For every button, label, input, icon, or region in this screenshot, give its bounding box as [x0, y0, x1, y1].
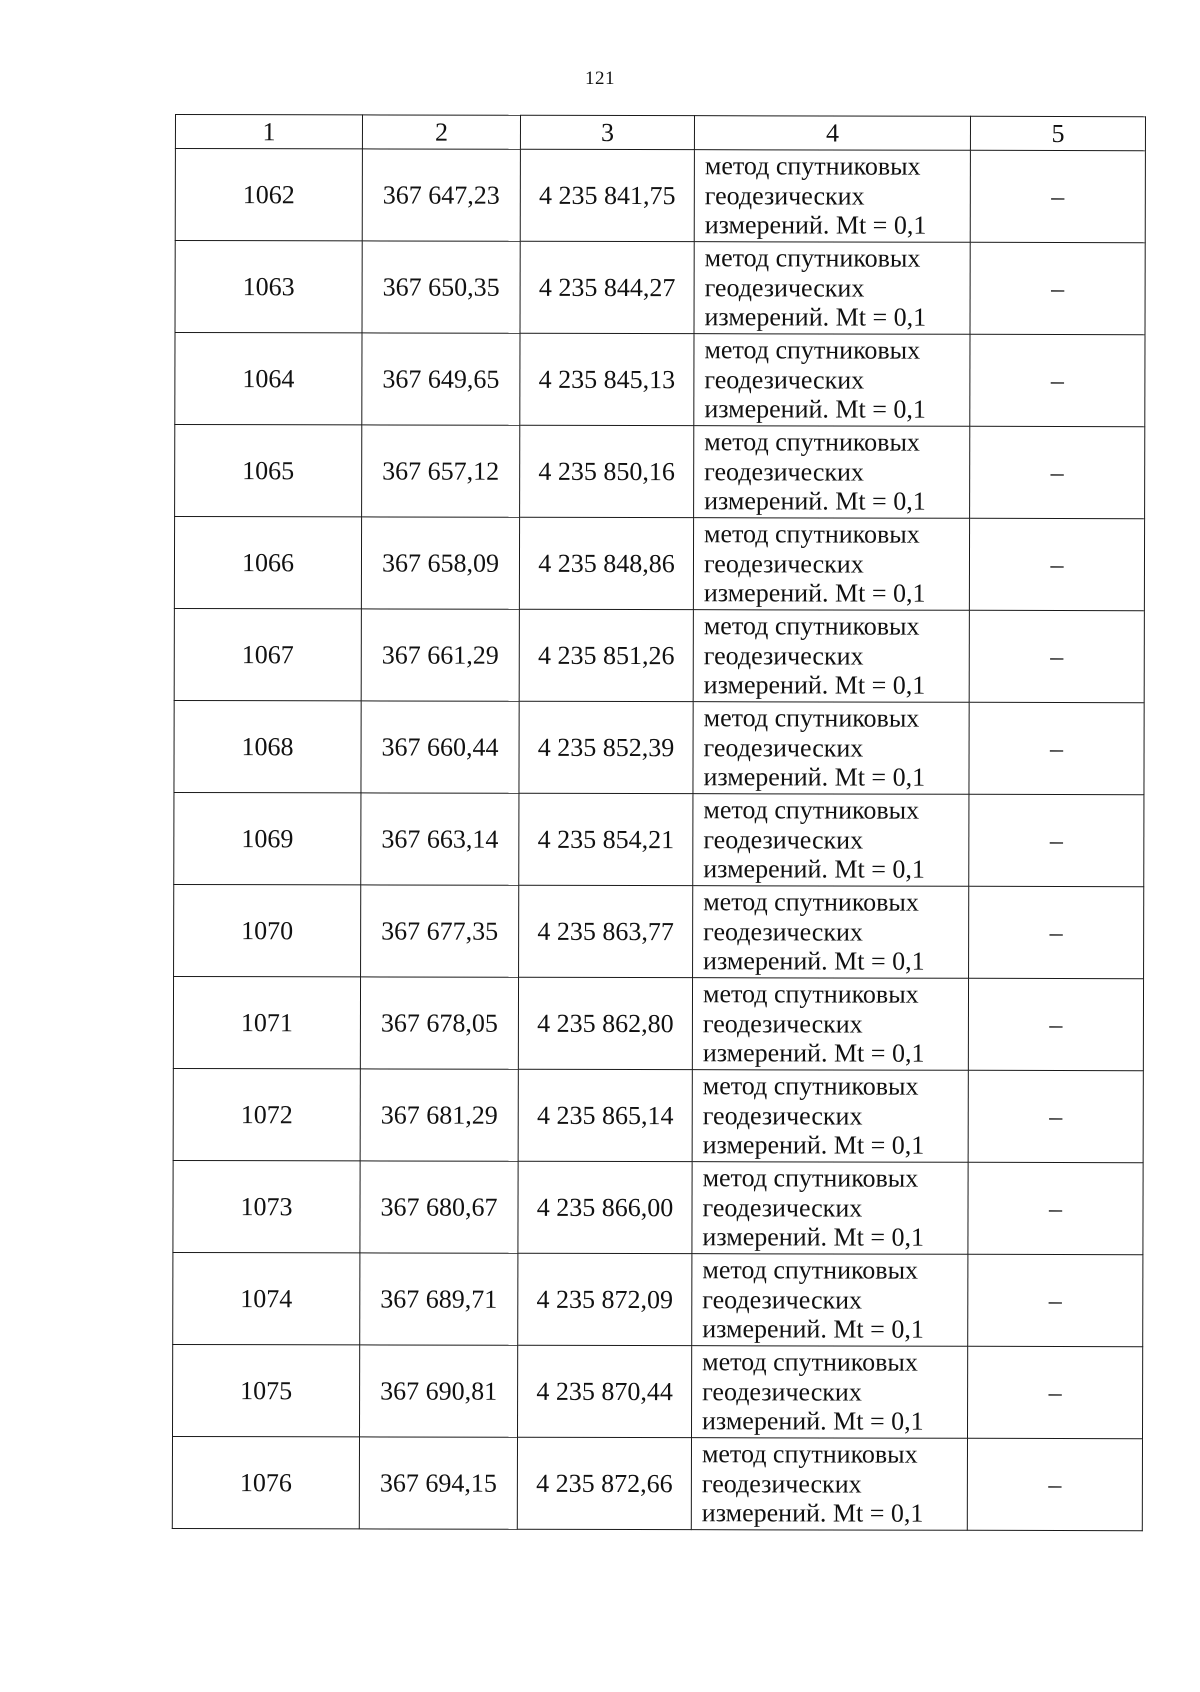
table-row [173, 1068, 1143, 1162]
method-line: геодезических [703, 824, 864, 855]
x-coordinate-cell: 367 681,29 [360, 1069, 518, 1161]
method-line: измерений. Mt = 0,1 [702, 1038, 925, 1068]
method-line: геодезических [704, 456, 864, 487]
method-cell [694, 426, 970, 519]
table-row [175, 149, 1145, 243]
point-number-cell: 1062 [175, 149, 362, 241]
y-coordinate-cell: 4 235 850,16 [520, 425, 694, 517]
x-coordinate-cell: 367 661,29 [361, 609, 519, 701]
method-line: геодезических [704, 364, 865, 395]
method-line: измерений. Mt = 0,1 [704, 210, 927, 240]
page-number: 121 [585, 68, 615, 89]
coordinates-table [172, 114, 1146, 1531]
method-line: измерений. Mt = 0,1 [702, 1314, 924, 1344]
table-row [174, 700, 1144, 794]
method-cell [691, 1438, 967, 1531]
method-cell [692, 1254, 968, 1347]
method-line: геодезических [704, 180, 865, 211]
point-number-cell: 1066 [174, 517, 361, 609]
y-coordinate-cell: 4 235 870,44 [517, 1345, 691, 1437]
note-cell: – [970, 426, 1145, 518]
method-cell [692, 1070, 968, 1163]
method-line: измерений. Mt = 0,1 [703, 762, 926, 792]
note-cell: – [968, 1254, 1143, 1346]
table-row [174, 517, 1144, 611]
point-number-cell: 1068 [174, 700, 361, 792]
note-cell: – [969, 886, 1144, 978]
table-row [174, 884, 1144, 978]
method-line: измерений. Mt = 0,1 [702, 1130, 925, 1160]
method-line: геодезических [703, 548, 864, 579]
point-number-cell: 1075 [172, 1344, 359, 1436]
method-line: измерений. Mt = 0,1 [702, 1406, 924, 1436]
x-coordinate-cell: 367 680,67 [360, 1161, 518, 1253]
method-line: метод спутниковых [704, 427, 920, 457]
y-coordinate-cell: 4 235 872,09 [518, 1253, 692, 1345]
method-line: метод спутниковых [704, 335, 921, 365]
method-cell [693, 610, 969, 703]
method-line: метод спутниковых [701, 1439, 918, 1469]
method-line: метод спутниковых [702, 979, 919, 1009]
table-row [175, 333, 1145, 427]
table-body [172, 149, 1145, 1531]
note-cell: – [967, 1346, 1142, 1438]
method-line: геодезических [703, 732, 864, 763]
x-coordinate-cell: 367 678,05 [360, 977, 518, 1069]
table-row [175, 241, 1145, 335]
method-line: геодезических [702, 1284, 863, 1315]
point-number-cell: 1067 [174, 608, 361, 700]
note-cell: – [969, 702, 1144, 794]
method-line: измерений. Mt = 0,1 [701, 1498, 924, 1528]
method-line: метод спутниковых [703, 611, 920, 641]
y-coordinate-cell: 4 235 862,80 [518, 977, 692, 1069]
x-coordinate-cell: 367 658,09 [361, 517, 519, 609]
method-line: метод спутниковых [703, 703, 920, 733]
method-cell [693, 702, 969, 795]
x-coordinate-cell: 367 677,35 [361, 885, 519, 977]
method-line: геодезических [703, 640, 864, 671]
x-coordinate-cell: 367 650,35 [362, 241, 520, 333]
x-coordinate-cell: 367 663,14 [361, 793, 519, 885]
method-line: геодезических [702, 1376, 862, 1407]
method-cell [693, 794, 969, 887]
method-line: измерений. Mt = 0,1 [702, 1222, 925, 1252]
method-cell [694, 150, 970, 243]
method-line: метод спутниковых [702, 1163, 919, 1193]
y-coordinate-cell: 4 235 851,26 [519, 609, 693, 701]
x-coordinate-cell: 367 649,65 [362, 333, 520, 425]
table-row [172, 1344, 1142, 1438]
column-header: 1 [175, 115, 362, 149]
y-coordinate-cell: 4 235 854,21 [519, 793, 693, 885]
point-number-cell: 1064 [175, 333, 362, 425]
y-coordinate-cell: 4 235 848,86 [519, 517, 693, 609]
note-cell: – [968, 1162, 1143, 1254]
note-cell: – [969, 610, 1144, 702]
table-row [173, 1252, 1143, 1346]
x-coordinate-cell: 367 690,81 [359, 1345, 517, 1437]
method-line: метод спутниковых [704, 243, 921, 273]
point-number-cell: 1071 [173, 976, 360, 1068]
point-number-cell: 1072 [173, 1068, 360, 1160]
point-number-cell: 1076 [172, 1436, 359, 1528]
method-line: геодезических [704, 272, 865, 303]
note-cell: – [970, 334, 1145, 426]
method-line: геодезических [701, 1468, 862, 1499]
y-coordinate-cell: 4 235 852,39 [519, 701, 693, 793]
note-cell: – [969, 518, 1144, 610]
table-row [174, 608, 1144, 702]
method-line: измерений. Mt = 0,1 [704, 394, 926, 424]
method-line: метод спутниковых [703, 795, 920, 825]
y-coordinate-cell: 4 235 845,13 [520, 333, 694, 425]
method-line: метод спутниковых [704, 151, 921, 181]
y-coordinate-cell: 4 235 865,14 [518, 1069, 692, 1161]
method-line: измерений. Mt = 0,1 [703, 946, 925, 976]
point-number-cell: 1073 [173, 1160, 360, 1252]
method-line: метод спутниковых [704, 519, 920, 549]
y-coordinate-cell: 4 235 841,75 [520, 149, 694, 241]
column-header: 2 [362, 115, 520, 149]
table-row [173, 1160, 1143, 1254]
column-header: 5 [970, 116, 1145, 150]
point-number-cell: 1069 [174, 792, 361, 884]
method-cell [691, 1346, 967, 1439]
x-coordinate-cell: 367 694,15 [359, 1437, 517, 1529]
method-line: геодезических [702, 1100, 863, 1131]
point-number-cell: 1074 [173, 1252, 360, 1344]
y-coordinate-cell: 4 235 866,00 [518, 1161, 692, 1253]
point-number-cell: 1065 [175, 425, 362, 517]
method-line: метод спутниковых [702, 1347, 918, 1377]
method-line: геодезических [702, 1008, 863, 1039]
method-line: измерений. Mt = 0,1 [704, 302, 927, 332]
method-cell [694, 242, 970, 335]
table-row [175, 425, 1145, 519]
note-cell: – [968, 1070, 1143, 1162]
note-cell: – [970, 150, 1145, 242]
method-cell [694, 334, 970, 427]
method-line: измерений. Mt = 0,1 [703, 670, 926, 700]
method-line: метод спутниковых [703, 887, 919, 917]
table-row [173, 976, 1143, 1070]
method-line: геодезических [703, 916, 863, 947]
x-coordinate-cell: 367 657,12 [362, 425, 520, 517]
y-coordinate-cell: 4 235 863,77 [519, 885, 693, 977]
method-line: измерений. Mt = 0,1 [703, 854, 925, 884]
note-cell: – [969, 794, 1144, 886]
note-cell: – [967, 1438, 1142, 1530]
method-line: измерений. Mt = 0,1 [703, 578, 926, 608]
y-coordinate-cell: 4 235 844,27 [520, 241, 694, 333]
method-line: измерений. Mt = 0,1 [704, 486, 926, 516]
method-cell [692, 978, 968, 1071]
table-header-row [175, 115, 1145, 151]
table-row [174, 792, 1144, 886]
method-cell [693, 518, 969, 611]
x-coordinate-cell: 367 689,71 [360, 1253, 518, 1345]
point-number-cell: 1063 [175, 241, 362, 333]
point-number-cell: 1070 [174, 884, 361, 976]
x-coordinate-cell: 367 647,23 [362, 149, 520, 241]
method-line: метод спутниковых [702, 1071, 919, 1101]
note-cell: – [970, 242, 1145, 334]
method-cell [693, 886, 969, 979]
x-coordinate-cell: 367 660,44 [361, 701, 519, 793]
method-cell [692, 1162, 968, 1255]
table-row [172, 1436, 1142, 1530]
method-line: геодезических [702, 1192, 863, 1223]
column-header: 3 [520, 115, 694, 149]
column-header: 4 [694, 116, 970, 151]
note-cell: – [968, 978, 1143, 1070]
method-line: метод спутниковых [702, 1255, 919, 1285]
y-coordinate-cell: 4 235 872,66 [517, 1437, 691, 1529]
